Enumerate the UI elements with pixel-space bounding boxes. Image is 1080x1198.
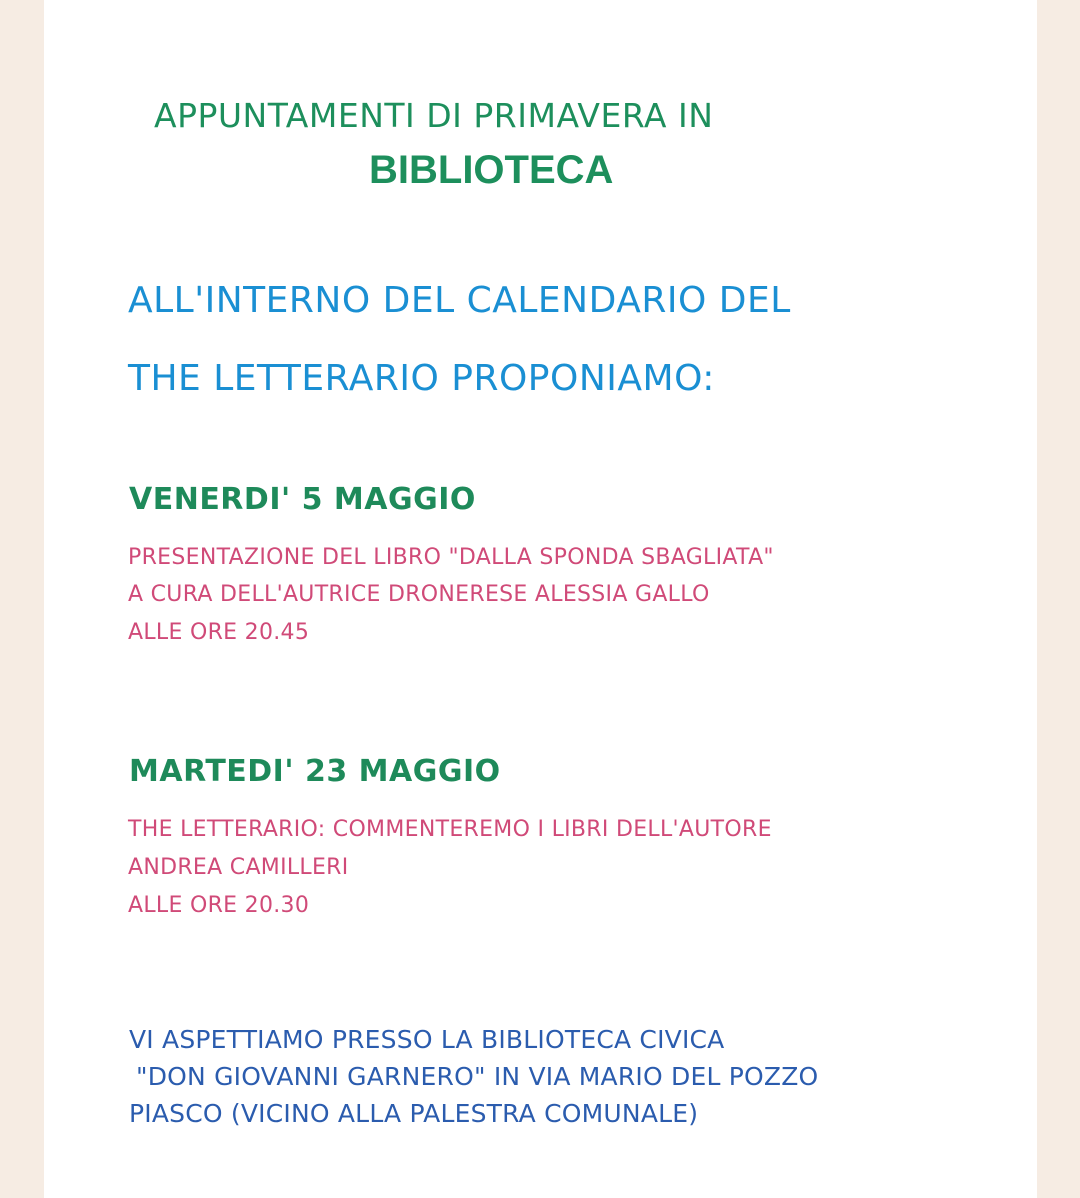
- title-line-2: BIBLIOTECA: [369, 148, 614, 192]
- intro-line-1: ALL'INTERNO DEL CALENDARIO DEL: [128, 280, 791, 321]
- footer-line-3: PIASCO (VICINO ALLA PALESTRA COMUNALE): [129, 1099, 699, 1128]
- title-line-1: APPUNTAMENTI DI PRIMAVERA IN: [154, 96, 714, 135]
- footer-line-2: "DON GIOVANNI GARNERO" IN VIA MARIO DEL POZZO: [136, 1062, 819, 1091]
- event-2-description: THE LETTERARIO: COMMENTEREMO I LIBRI DELL'AUTORE: [128, 817, 772, 842]
- event-1-author: A CURA DELL'AUTRICE DRONERESE ALESSIA GALLO: [128, 582, 710, 607]
- event-2-date: MARTEDI' 23 MAGGIO: [129, 754, 501, 789]
- event-1-time: ALLE ORE 20.45: [128, 620, 310, 645]
- event-2-time: ALLE ORE 20.30: [128, 893, 310, 918]
- flyer-page: [44, 0, 1037, 1198]
- intro-line-2: THE LETTERARIO PROPONIAMO:: [128, 358, 715, 399]
- event-1-description: PRESENTAZIONE DEL LIBRO "DALLA SPONDA SBAGLIATA": [128, 545, 774, 570]
- footer-line-1: VI ASPETTIAMO PRESSO LA BIBLIOTECA CIVICA: [129, 1025, 725, 1054]
- event-1-date: VENERDI' 5 MAGGIO: [129, 482, 476, 517]
- event-2-author: ANDREA CAMILLERI: [128, 855, 349, 880]
